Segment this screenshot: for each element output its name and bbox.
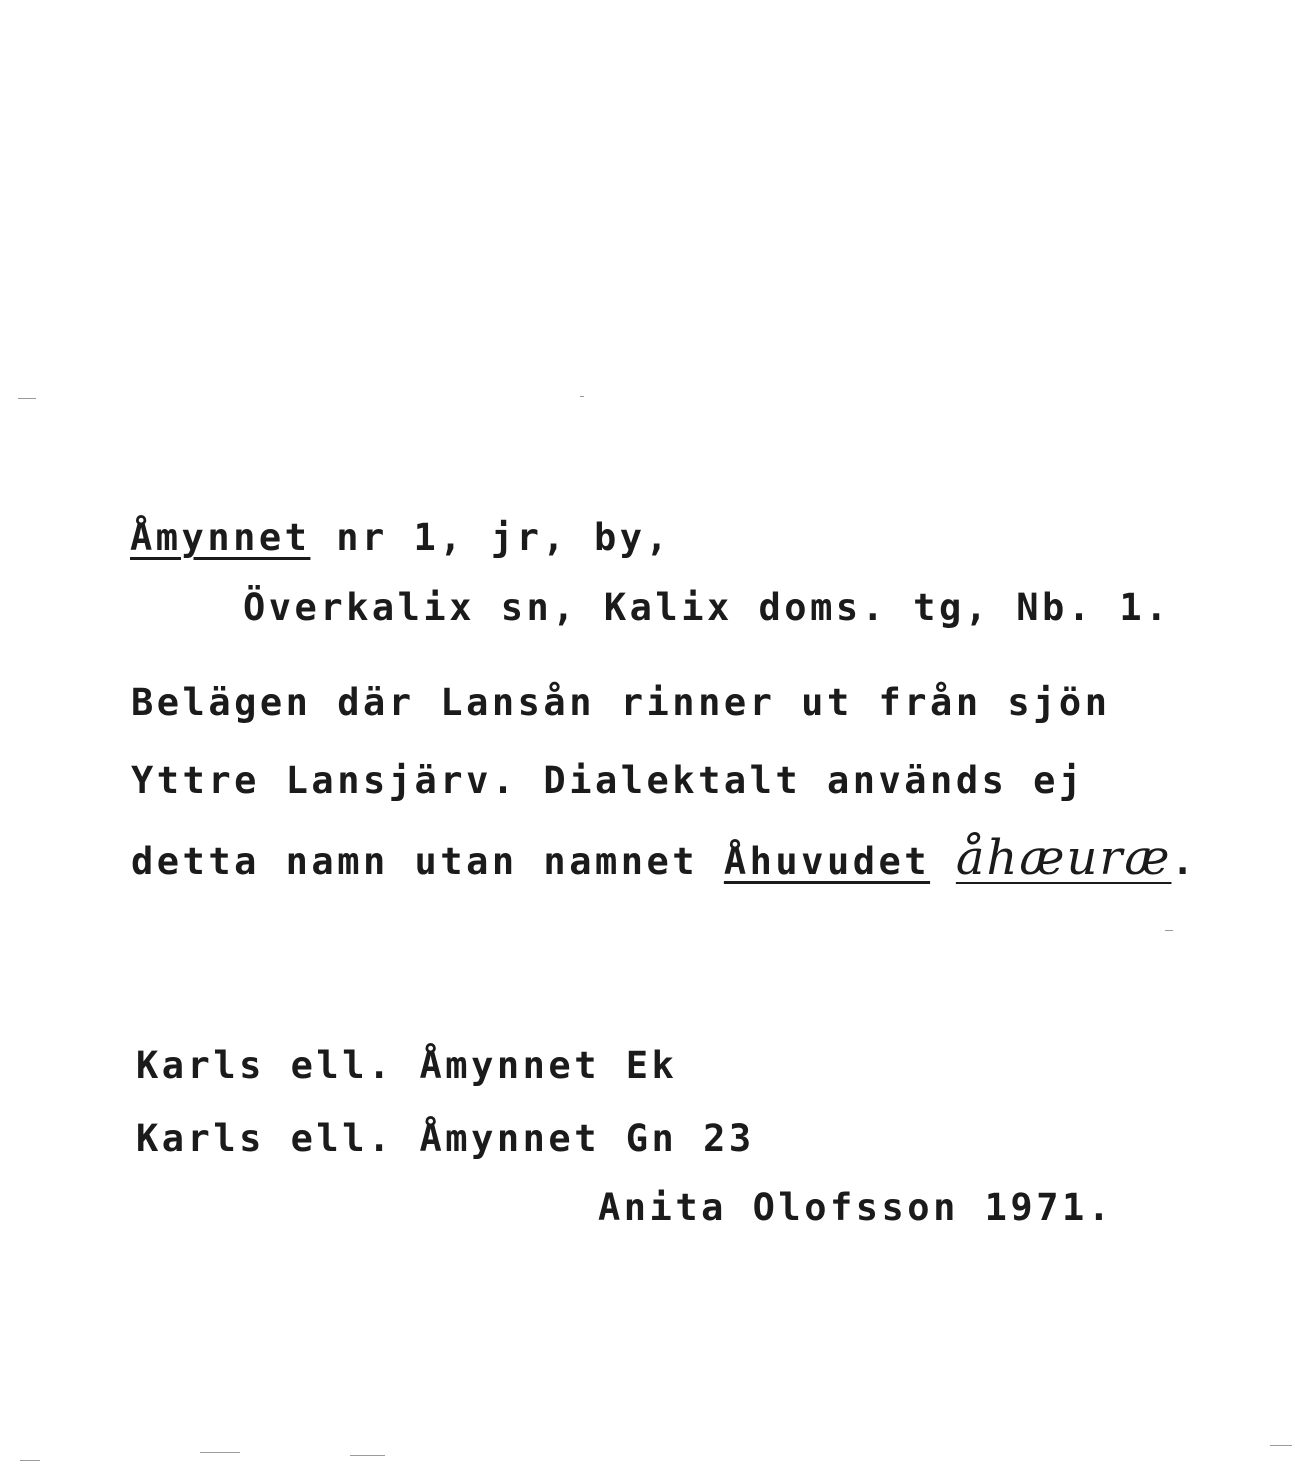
heading-line	[130, 514, 671, 562]
source-line-2: Karls ell. Åmynnet Gn 23	[136, 1117, 755, 1160]
description-line-2: Yttre Lansjärv. Dialektalt används ej	[131, 759, 1085, 802]
description-text: detta namn utan namnet	[131, 840, 724, 883]
scan-speck	[1165, 930, 1173, 931]
source-line-1: Karls ell. Åmynnet Ek	[136, 1044, 678, 1087]
handwritten-dialect-form: åhæuræ	[955, 830, 1172, 886]
scan-speck	[580, 396, 584, 397]
alternate-name: Åhuvudet	[723, 840, 931, 883]
end-mark: .	[1171, 840, 1198, 883]
place-details: nr 1, jr, by,	[310, 516, 672, 559]
scan-speck	[200, 1452, 240, 1453]
scan-speck	[1270, 1445, 1292, 1446]
scan-speck	[350, 1455, 385, 1456]
scan-speck	[20, 1460, 40, 1461]
location-line: Överkalix sn, Kalix doms. tg, Nb. 1.	[243, 586, 1171, 629]
scan-speck	[18, 398, 36, 399]
place-name: Åmynnet	[130, 516, 311, 559]
description-line-3	[131, 830, 1198, 886]
description-line-1: Belägen där Lansån rinner ut från sjön	[131, 681, 1111, 724]
signature-line: Anita Olofsson 1971.	[598, 1186, 1114, 1229]
